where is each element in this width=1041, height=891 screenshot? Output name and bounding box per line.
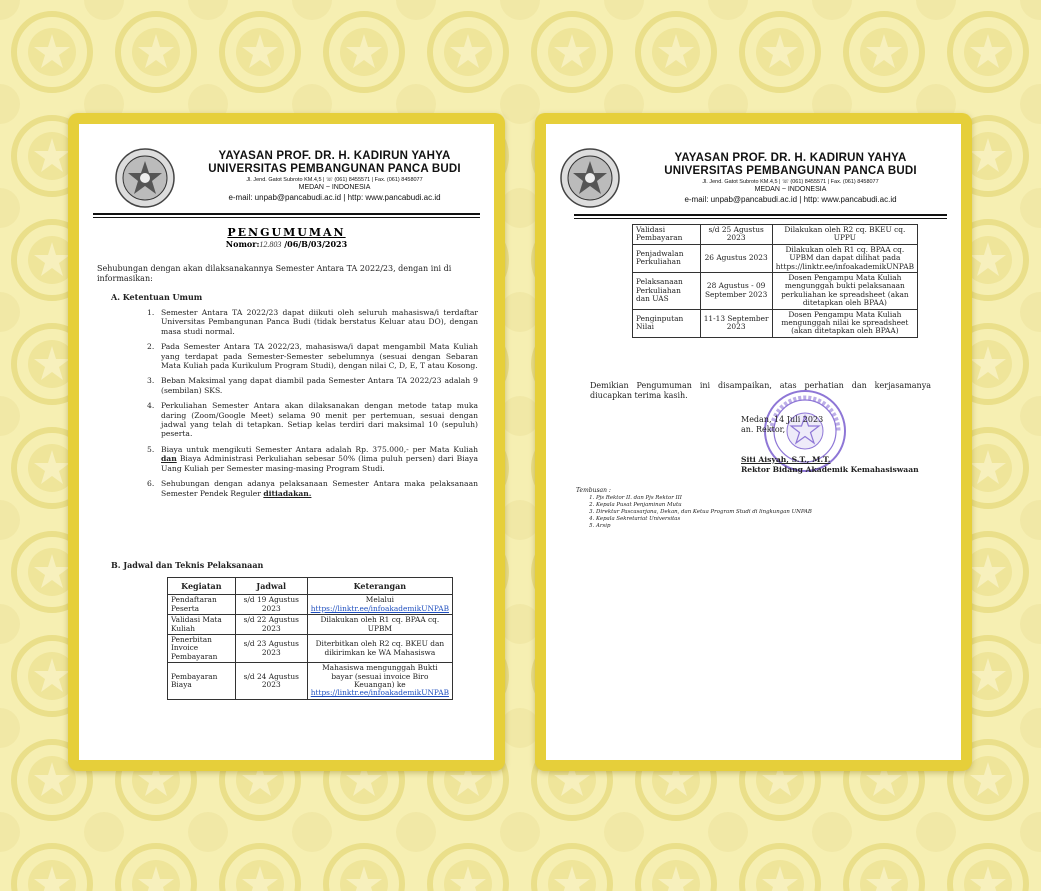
header-divider <box>574 214 947 216</box>
table-row: Pendaftaran Peserta s/d 19 Agustus 2023 Melalui https://linktr.ee/infoakademikUNPAB <box>168 595 453 615</box>
closing-paragraph: Demikian Pengumuman ini disampaikan, atas perhatian dan kerjasamanya diucapkan terima kasih. <box>590 381 931 400</box>
university-emblem-icon <box>114 147 176 209</box>
list-item: 4. Perkuliahan Semester Antara akan dilaksanakan dengan metode tatap muka daring (Zoom/Google Meet) selama 90 menit per pertemuan, sesuai dengan jadwal yang telah di tetapkan. Setiap kelas terdiri dari maksimal 10 (sepuluh) peserta. <box>147 401 478 439</box>
list-item: 1. Semester Antara TA 2022/23 dapat diikuti oleh seluruh mahasiswa/i terdaftar Universitas Pembangunan Panca Budi (tidak berstatus Keluar atau DO), dengan masa studi normal. <box>147 308 478 336</box>
city: MEDAN ~ INDONESIA <box>754 186 827 193</box>
document-page-2 <box>546 124 961 760</box>
table-row: Pembayaran Biaya s/d 24 Agustus 2023 Mahasiswa mengunggah Bukti bayar (sesuai invoice Biro Keuangan) ke https://linktr.ee/infoakademikUNPAB <box>168 663 453 700</box>
general-provisions-list <box>147 308 478 504</box>
header-divider-thin <box>574 218 947 219</box>
list-item: 1. Pjs Rektor II. dan Pjs Rektor III <box>596 495 812 502</box>
schedule-table-continued <box>632 224 918 338</box>
list-item: 3. Beban Maksimal yang dapat diambil pada Semester Antara TA 2022/23 adalah 9 (sembilan) SKS. <box>147 376 478 395</box>
linktree-link[interactable]: https://linktr.ee/infoakademikUNPAB <box>775 261 914 271</box>
table-row: Penerbitan Invoice Pembayaran s/d 23 Agustus 2023 Diterbitkan oleh R2 cq. BKEU dan dikirimkan ke WA Mahasiswa <box>168 635 453 663</box>
table-row: Validasi Mata Kuliah s/d 22 Agustus 2023 Dilakukan oleh R1 cq. BPAA cq. UPBM <box>168 615 453 635</box>
linktree-link[interactable]: https://linktr.ee/infoakademikUNPAB <box>310 603 449 613</box>
intro-paragraph: Sehubungan dengan akan dilaksanakannya Semester Antara TA 2022/23, dengan ini di informasikan: <box>97 264 452 283</box>
announcement-title-block <box>79 227 494 249</box>
header-divider-thin <box>93 217 480 218</box>
foundation-name: YAYASAN PROF. DR. H. KADIRUN YAHYA <box>674 152 907 164</box>
table-header-row: Kegiatan Jadwal Keterangan <box>168 578 453 595</box>
address: Jl. Jend. Gatot Subroto KM.4,5 | ☏ (061) 8455571 | Fax. (061) 8458077 <box>702 179 879 185</box>
university-emblem-icon <box>559 147 621 209</box>
section-b-heading: B. Jadwal dan Teknis Pelaksanaan <box>111 560 264 570</box>
list-item: 4. Kepala Sekretariat Universitas <box>596 516 812 523</box>
list-item: 5. Biaya untuk mengikuti Semester Antara adalah Rp. 375.000,- per Mata Kuliah dan Biaya Administrasi Perkuliahan sebesar 50% (lima puluh persen) dari Biaya Uang Kuliah per Semester masing-masing Program Studi. <box>147 444 478 473</box>
list-item: 6. Sehubungan dengan adanya pelaksanaan Semester Antara maka pelaksanaan Semester Pendek Reguler ditiadakan. <box>147 479 478 498</box>
list-item: 5. Arsip <box>596 523 812 530</box>
table-row: Penjadwalan Perkuliahan 26 Agustus 2023 Dilakukan oleh R1 cq. BPAA cq. UPBM dan dapat dilihat pada https://linktr.ee/infoakademikUNPAB <box>633 244 918 272</box>
letterhead <box>79 124 494 224</box>
university-name: UNIVERSITAS PEMBANGUNAN PANCA BUDI <box>664 165 917 177</box>
table-row: Validasi Pembayaran s/d 25 Agustus 2023 Dilakukan oleh R2 cq. BKEU cq. UPPU <box>633 225 918 245</box>
signature-place-date: Medan, 14 Juli 2023 an. Rektor, <box>741 415 824 434</box>
announcement-title: PENGUMUMAN <box>227 226 346 239</box>
table-row: Pelaksanaan Perkuliahan dan UAS 28 Agustus - 09 September 2023 Dosen Pengampu Mata Kuliah mengunggah bukti pelaksanaan perkuliahan ke spreadsheet (akan ditetapkan oleh BPAA) <box>633 273 918 310</box>
section-a-heading: A. Ketentuan Umum <box>111 292 203 302</box>
linktree-link[interactable]: https://linktr.ee/infoakademikUNPAB <box>310 688 449 698</box>
document-page-1 <box>79 124 494 760</box>
announcement-number: Nomor:12.803 /06/B/03/2023 <box>225 239 348 249</box>
contact-info: e-mail: unpab@pancabudi.ac.id | http: www.pancabudi.ac.id <box>684 195 897 204</box>
signer-role: Rektor Bidang Akademik Kemahasiswaan <box>741 465 919 474</box>
list-item: 3. Direktur Pascasarjana, Dekan, dan Ketua Program Studi di lingkungan UNPAB <box>596 509 812 516</box>
university-name: UNIVERSITAS PEMBANGUNAN PANCA BUDI <box>208 163 461 175</box>
contact-info: e-mail: unpab@pancabudi.ac.id | http: www.pancabudi.ac.id <box>228 193 441 202</box>
table-row: Penginputan Nilai 11-13 September 2023 Dosen Pengampu Mata Kuliah mengunggah nilai ke spreadsheet (akan ditetapkan oleh BPAA) <box>633 309 918 337</box>
foundation-name: YAYASAN PROF. DR. H. KADIRUN YAHYA <box>218 150 451 162</box>
letterhead <box>546 124 961 224</box>
list-item: 2. Pada Semester Antara TA 2022/23, mahasiswa/i dapat mengambil Mata Kuliah yang terdapat pada Semester-Semester sebelumnya (sesuai dengan Sebaran Mata Kuliah pada Kurikulum Program Studi), dengan nilai C, D, E, T atau Kosong. <box>147 342 478 371</box>
signer-name: Siti Aisyah, S.T., M.T. <box>741 455 831 464</box>
address: Jl. Jend. Gatot Subroto KM.4,5 | ☏ (061) 8455571 | Fax. (061) 8458077 <box>246 177 423 183</box>
schedule-table <box>167 577 453 700</box>
city: MEDAN ~ INDONESIA <box>298 184 371 191</box>
document-page-2-frame <box>535 113 972 771</box>
list-item: 2. Kepala Pusat Penjaminan Mutu <box>596 502 812 509</box>
carbon-copy-list: Tembusan : 1. Pjs Rektor II. dan Pjs Rektor III 2. Kepala Pusat Penjaminan Mutu 3. Direktur Pascasarjana, Dekan, dan Ketua Program Studi di lingkungan UNPAB 4. Kepala Sekretariat Universitas 5. Arsip <box>576 487 812 531</box>
handwritten-number: 12.803 <box>259 240 282 249</box>
document-page-1-frame <box>68 113 505 771</box>
header-divider <box>93 213 480 215</box>
